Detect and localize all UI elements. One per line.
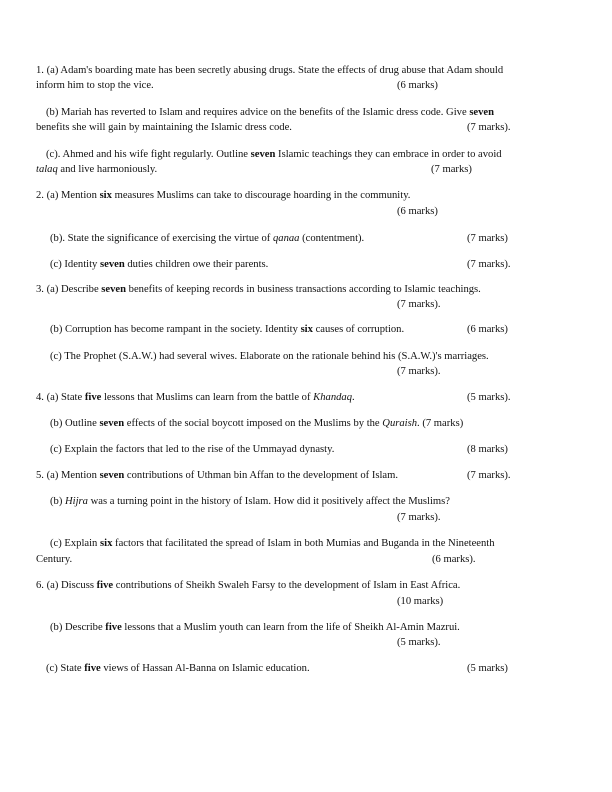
question-2a-text: 2. (a) Mention [36,190,100,201]
question-4a-text-c: . [352,392,355,403]
question-5c-marks: (6 marks). [432,554,476,565]
question-6c-text-b: views of Hassan Al-Banna on Islamic education. [100,663,310,674]
question-2a-count: six [99,190,112,201]
question-5b-line1 [50,494,450,509]
question-3c-line1 [50,349,489,364]
question-2c-line1 [50,257,268,272]
question-2b-marks: (7 marks) [467,233,508,244]
question-1b-marks: (7 marks). [467,122,511,133]
question-6b-marks: (5 marks). [397,637,441,648]
question-4b-count: seven [99,418,125,429]
question-3a-marks: (7 marks). [397,299,441,310]
question-3a-text: 3. (a) Describe [36,284,102,295]
question-6b-text: (b) Describe [50,622,106,633]
question-4b-text: (b) Outline [50,418,100,429]
question-2c-marks: (7 marks). [467,259,511,270]
question-2b-text: (b). State the significance of exercising the virtue of [50,233,273,244]
question-5c-text: (c) Explain [50,538,101,549]
question-3b-line1 [50,322,404,337]
question-1c-line2 [36,162,157,177]
question-1a-line2 [36,78,154,93]
question-3c-text: (c) The Prophet (S.A.W.) had several wives. Elaborate on the rationale behind his (S.A.W.)'s marriages. [50,351,489,362]
question-2c-text-b: duties children owe their parents. [124,259,269,270]
question-4a-text: 4. (a) State [36,392,85,403]
question-5a-count: seven [99,470,125,481]
question-1a-text: 1. (a) Adam's boarding mate has been secretly abusing drugs. State the effects of drug abuse that Adam should [36,65,504,76]
question-3b-text-b: causes of corruption. [312,324,405,335]
question-6a-marks: (10 marks) [397,596,444,607]
question-4b-line1 [50,416,463,431]
question-2b-term: qanaa [272,233,300,244]
question-5c-text2: Century. [36,554,73,565]
question-1c-line1 [46,147,502,162]
question-5a-text: 5. (a) Mention [36,470,100,481]
question-4b-text-c: . (7 marks) [417,418,464,429]
question-2c-count: seven [100,259,125,270]
question-2a-line1 [36,188,410,203]
question-6b-count: five [105,622,122,633]
question-6c-marks: (5 marks) [467,663,508,674]
question-4a-count: five [84,392,102,403]
question-4c-text: (c) Explain the factors that led to the rise of the Ummayad dynasty. [50,444,335,455]
question-1c-text: (c). Ahmed and his wife fight regularly. Outline [46,149,251,160]
question-3a-count: seven [101,284,127,295]
question-5b-term: Hijra [65,496,88,507]
question-6b-line1 [50,620,460,635]
question-3a-text-b: benefits of keeping records in business transactions according to Islamic teachings. [126,284,481,295]
question-3b-marks: (6 marks) [467,324,508,335]
question-1c-text-b: Islamic teachings they can embrace in order to avoid [275,149,502,160]
question-3b-count: six [300,324,313,335]
question-1b-count: seven [469,107,495,118]
question-4a-term: Khandaq [313,392,353,403]
question-1b-line2 [36,120,292,135]
question-3b-text: (b) Corruption has become rampant in the society. Identity [50,324,301,335]
question-1c-marks: (7 marks) [431,164,472,175]
question-5c-line1 [50,536,495,551]
question-5c-count: six [100,538,113,549]
question-6b-text-b: lessons that a Muslim youth can learn from the life of Sheikh Al-Amin Mazrui. [121,622,460,633]
question-1b-line1 [46,105,494,120]
question-5c-text-b: factors that facilitated the spread of Islam in both Mumias and Buganda in the Nineteenth [112,538,495,549]
question-6c-count: five [84,663,101,674]
question-1c-count: seven [250,149,276,160]
question-5a-line1 [36,468,398,483]
question-5c-line2 [36,552,72,567]
question-3c-marks: (7 marks). [397,366,441,377]
question-6a-text-b: contributions of Sheikh Swaleh Farsy to the development of Islam in East Africa. [113,580,461,591]
question-1a-text2: inform him to stop the vice. [36,80,154,91]
question-5a-marks: (7 marks). [467,470,511,481]
question-3a-line1 [36,282,481,297]
question-6a-count: five [96,580,114,591]
question-1b-text: (b) Mariah has reverted to Islam and requires advice on the benefits of the Islamic dress code. Give [46,107,470,118]
question-5b-text: (b) [50,496,66,507]
question-1a-marks: (6 marks) [397,80,438,91]
question-6a-line1 [36,578,460,593]
question-6c-text: (c) State [46,663,85,674]
question-6a-text: 6. (a) Discuss [36,580,97,591]
question-2b-text-b: (contentment). [299,233,365,244]
question-4c-line1 [50,442,334,457]
question-4a-line1 [36,390,355,405]
question-2a-marks: (6 marks) [397,206,438,217]
question-4b-term: Quraish [382,418,418,429]
question-1b-text2: benefits she will gain by maintaining the Islamic dress code. [36,122,292,133]
question-1a-line1 [36,63,503,78]
question-5a-text-b: contributions of Uthman bin Affan to the development of Islam. [124,470,399,481]
question-4b-text-b: effects of the social boycott imposed on the Muslims by the [124,418,383,429]
question-4a-text-b: lessons that Muslims can learn from the battle of [101,392,314,403]
question-2c-text: (c) Identity [50,259,101,270]
question-4a-marks: (5 marks). [467,392,511,403]
question-2a-text-b: measures Muslims can take to discourage hoarding in the community. [111,190,411,201]
question-2b-line1 [50,231,364,246]
question-5b-text-b: was a turning point in the history of Islam. How did it positively affect the Muslims? [87,496,450,507]
question-1c-text2: and live harmoniously. [57,164,158,175]
question-4c-marks: (8 marks) [467,444,508,455]
question-5b-marks: (7 marks). [397,512,441,523]
question-1c-term: talaq [36,164,58,175]
question-6c-line1 [46,661,310,676]
